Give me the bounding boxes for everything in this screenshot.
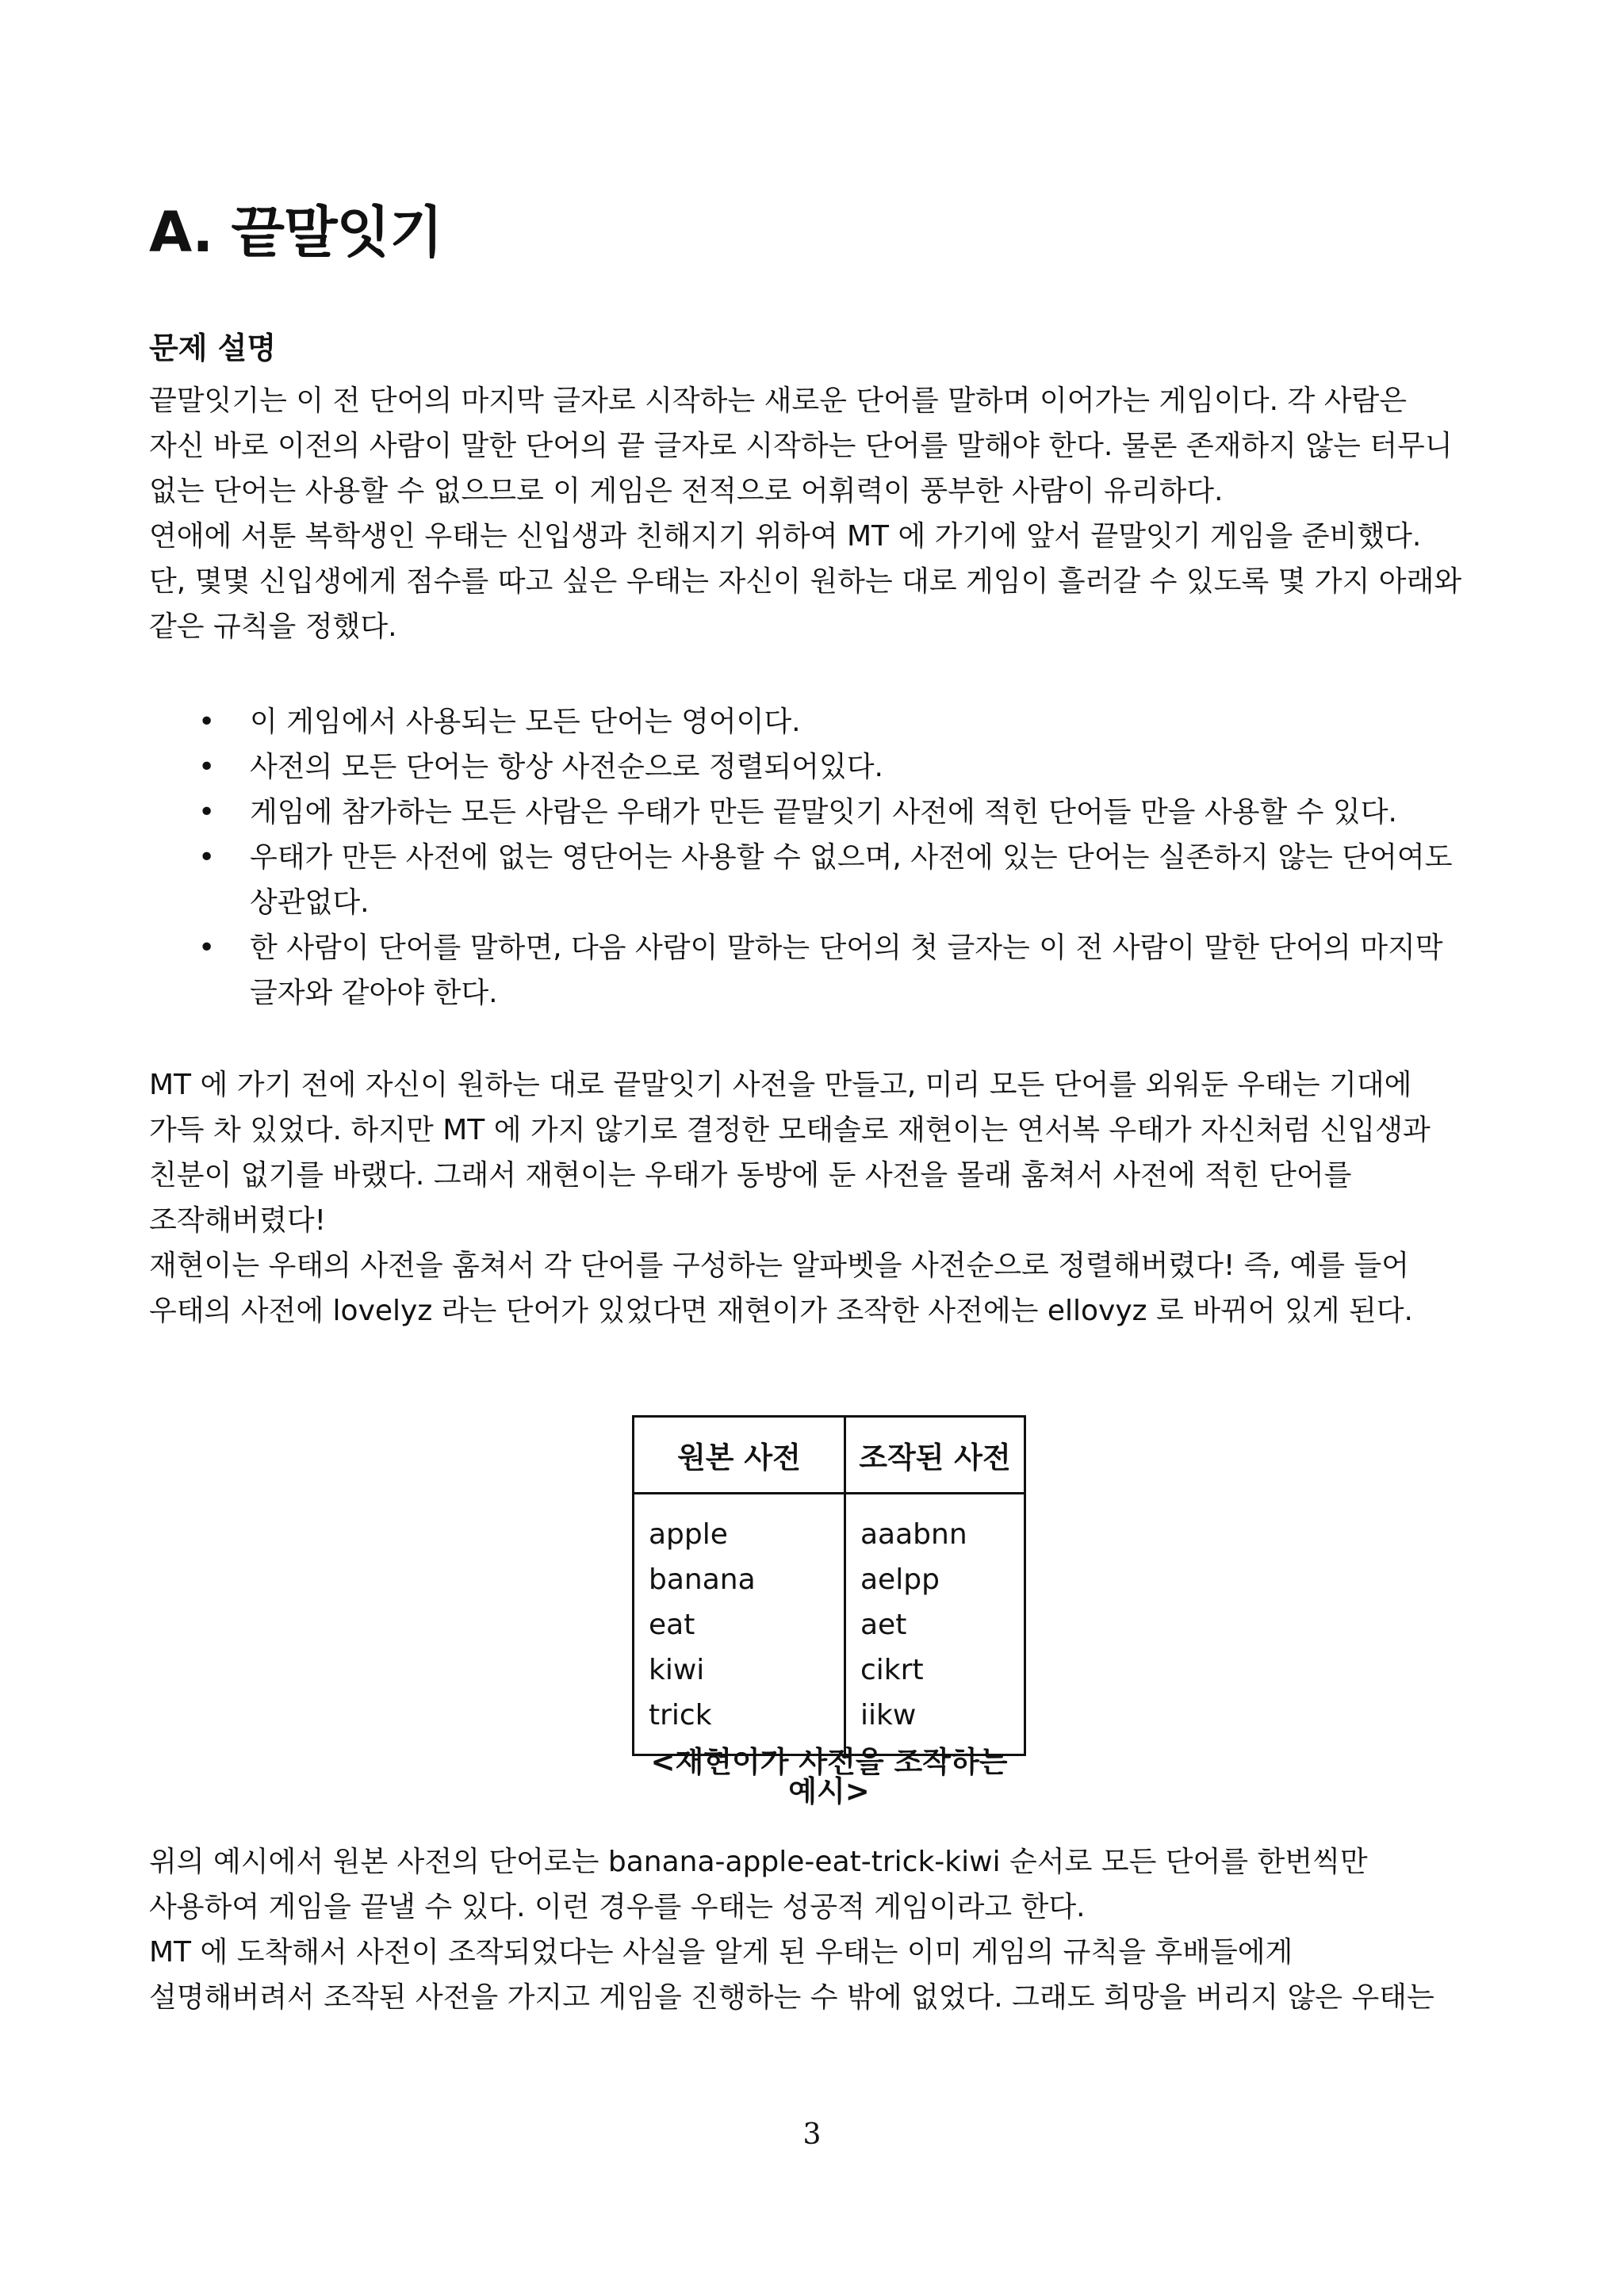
paragraph-line: 조작해버렸다! (149, 1204, 327, 1237)
bullet-icon: • (198, 932, 216, 964)
rule-item (149, 744, 1513, 790)
rule-item (149, 835, 1513, 925)
closing-paragraph (149, 1839, 1497, 2020)
paragraph-line: 우태의 사전에 lovelyz 라는 단어가 있었다면 재현이가 조작한 사전에는 ellovyz 로 바뀌어 있게 된다. (149, 1295, 1413, 1327)
rule-text: 게임에 참가하는 모든 사람은 우태가 만든 끝말잇기 사전에 적힌 단어들 만을 사용할 수 있다. (250, 796, 1397, 828)
original-word: trick (649, 1699, 712, 1732)
paragraph-line: 연애에 서툰 복학생인 우태는 신입생과 친해지기 위하여 MT 에 가기에 앞서 끝말잇기 게임을 준비했다. (149, 520, 1422, 553)
table-caption: <재현이가 사전을 조작하는 예시> (650, 1745, 1008, 1808)
paragraph-line: 단, 몇몇 신입생에게 점수를 따고 싶은 우태는 자신이 원하는 대로 게임이 흘러갈 수 있도록 몇 가지 아래와 (149, 565, 1462, 598)
paragraph-line: 재현이는 우태의 사전을 훔쳐서 각 단어를 구성하는 알파벳을 사전순으로 정렬해버렸다! 즉, 예를 들어 (149, 1249, 1410, 1282)
paragraph-line: MT 에 가기 전에 자신이 원하는 대로 끝말잇기 사전을 만들고, 미리 모든 단어를 외워둔 우태는 기대에 (149, 1069, 1412, 1101)
paragraph-line: 자신 바로 이전의 사람이 말한 단어의 끝 글자로 시작하는 단어를 말해야 한다. 물론 존재하지 않는 터무니 (149, 430, 1453, 462)
paragraph-line: 위의 예시에서 원본 사전의 단어로는 banana-apple-eat-trick-kiwi 순서로 모든 단어를 한번씩만 (149, 1846, 1368, 1878)
rule-item (149, 699, 1513, 744)
manipulated-words-cell (845, 1494, 1025, 1755)
column-header-manipulated: 조작된 사전 (845, 1417, 1025, 1494)
bullet-icon: • (198, 706, 216, 738)
paragraph-line: 가득 차 있었다. 하지만 MT 에 가지 않기로 결정한 모태솔로 재현이는 연서복 우태가 자신처럼 신입생과 (149, 1114, 1431, 1146)
problem-title: A. 끝말잇기 (149, 200, 442, 265)
rule-text: 한 사람이 단어를 말하면, 다음 사람이 말하는 단어의 첫 글자는 이 전 사람이 말한 단어의 마지막 (250, 932, 1443, 964)
original-word: banana (649, 1563, 756, 1596)
paragraph-line: MT 에 도착해서 사전이 조작되었다는 사실을 알게 된 우태는 이미 게임의 규칙을 후배들에게 (149, 1936, 1293, 1969)
rule-item (149, 790, 1513, 835)
manipulated-word: aet (860, 1609, 907, 1641)
intro-paragraph (149, 378, 1497, 649)
rule-item (149, 925, 1513, 1016)
paragraph-line: 친분이 없기를 바랬다. 그래서 재현이는 우태가 동방에 둔 사전을 몰래 훔쳐서 사전에 적힌 단어를 (149, 1159, 1352, 1192)
paragraph-line: 없는 단어는 사용할 수 없으므로 이 게임은 전적으로 어휘력이 풍부한 사람이 유리하다. (149, 475, 1224, 507)
manipulated-word: cikrt (860, 1654, 924, 1686)
column-header-original: 원본 사전 (634, 1417, 845, 1494)
paragraph-line: 사용하여 게임을 끝낼 수 있다. 이런 경우를 우태는 성공적 게임이라고 한다. (149, 1891, 1086, 1923)
table-header-row (634, 1417, 1025, 1494)
dictionary-table (632, 1415, 1026, 1756)
manipulated-word: aaabnn (860, 1518, 967, 1551)
original-words-cell (634, 1494, 845, 1755)
original-word: eat (649, 1609, 695, 1641)
table-row (634, 1494, 1025, 1755)
rule-text: 글자와 같아야 한다. (250, 977, 498, 1009)
manipulated-word: iikw (860, 1699, 917, 1732)
rule-text: 사전의 모든 단어는 항상 사전순으로 정렬되어있다. (250, 751, 883, 783)
page-number: 3 (802, 2118, 822, 2151)
rules-list (149, 699, 1513, 1016)
paragraph-line: 끝말잇기는 이 전 단어의 마지막 글자로 시작하는 새로운 단어를 말하며 이어가는 게임이다. 각 사람은 (149, 385, 1408, 417)
section-heading: 문제 설명 (149, 331, 277, 365)
bullet-icon: • (198, 751, 216, 783)
paragraph-line: 같은 규칙을 정했다. (149, 610, 397, 643)
paragraph-line: 설명해버려서 조작된 사전을 가지고 게임을 진행하는 수 밖에 없었다. 그래도 희망을 버리지 않은 우태는 (149, 1981, 1434, 2014)
bullet-icon: • (198, 796, 216, 828)
rule-text: 우태가 만든 사전에 없는 영단어는 사용할 수 없으며, 사전에 있는 단어는 실존하지 않는 단어여도 (250, 841, 1453, 874)
story-paragraph (149, 1062, 1497, 1334)
original-word: kiwi (649, 1654, 705, 1686)
original-word: apple (649, 1518, 728, 1551)
rule-text: 이 게임에서 사용되는 모든 단어는 영어이다. (250, 706, 801, 738)
bullet-icon: • (198, 841, 216, 874)
manipulated-word: aelpp (860, 1563, 940, 1596)
rule-text: 상관없다. (250, 886, 370, 919)
